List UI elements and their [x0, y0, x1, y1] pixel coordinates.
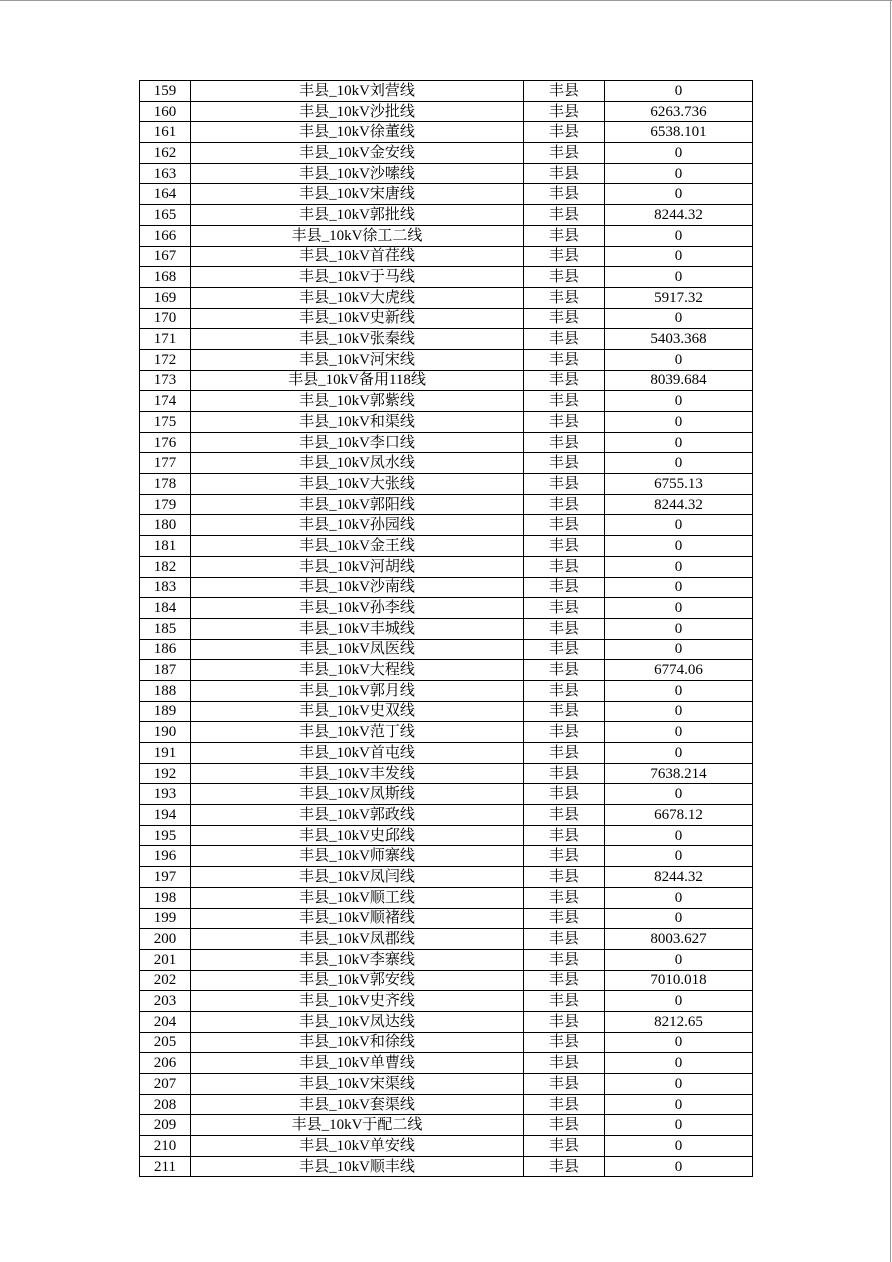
- value-cell: 8244.32: [605, 205, 753, 226]
- county-cell: 丰县: [524, 577, 605, 598]
- row-index-cell: 168: [140, 267, 191, 288]
- county-cell: 丰县: [524, 163, 605, 184]
- line-name-cell: 丰县_10kV史双线: [191, 701, 524, 722]
- value-cell: 0: [605, 246, 753, 267]
- row-index-cell: 197: [140, 867, 191, 888]
- row-index-cell: 194: [140, 805, 191, 826]
- table-row: [140, 515, 753, 536]
- line-name-cell: 丰县_10kV宋唐线: [191, 184, 524, 205]
- value-cell: 0: [605, 949, 753, 970]
- line-name-cell: 丰县_10kV于马线: [191, 267, 524, 288]
- line-name-cell: 丰县_10kV史邱线: [191, 825, 524, 846]
- line-name-cell: 丰县_10kV丰发线: [191, 763, 524, 784]
- value-cell: 8212.65: [605, 1011, 753, 1032]
- line-name-cell: 丰县_10kV孙李线: [191, 598, 524, 619]
- county-cell: 丰县: [524, 536, 605, 557]
- county-cell: 丰县: [524, 970, 605, 991]
- value-cell: 0: [605, 308, 753, 329]
- value-cell: 0: [605, 412, 753, 433]
- county-cell: 丰县: [524, 556, 605, 577]
- row-index-cell: 159: [140, 81, 191, 102]
- value-cell: 6538.101: [605, 122, 753, 143]
- row-index-cell: 167: [140, 246, 191, 267]
- value-cell: 0: [605, 184, 753, 205]
- line-name-cell: 丰县_10kV河宋线: [191, 349, 524, 370]
- value-cell: 0: [605, 432, 753, 453]
- row-index-cell: 193: [140, 784, 191, 805]
- county-cell: 丰县: [524, 680, 605, 701]
- table-row: [140, 908, 753, 929]
- county-cell: 丰县: [524, 1053, 605, 1074]
- line-name-cell: 丰县_10kV宋渠线: [191, 1074, 524, 1095]
- table-row: [140, 122, 753, 143]
- table-row: [140, 970, 753, 991]
- table-row: [140, 536, 753, 557]
- row-index-cell: 164: [140, 184, 191, 205]
- county-cell: 丰县: [524, 474, 605, 495]
- county-cell: 丰县: [524, 743, 605, 764]
- county-cell: 丰县: [524, 391, 605, 412]
- line-name-cell: 丰县_10kV凤达线: [191, 1011, 524, 1032]
- row-index-cell: 181: [140, 536, 191, 557]
- table-row: [140, 287, 753, 308]
- county-cell: 丰县: [524, 122, 605, 143]
- value-cell: 8039.684: [605, 370, 753, 391]
- row-index-cell: 189: [140, 701, 191, 722]
- value-cell: 0: [605, 598, 753, 619]
- county-cell: 丰县: [524, 81, 605, 102]
- table-row: [140, 743, 753, 764]
- table-row: [140, 680, 753, 701]
- line-name-cell: 丰县_10kV和渠线: [191, 412, 524, 433]
- value-cell: 0: [605, 1156, 753, 1177]
- line-name-cell: 丰县_10kV和徐线: [191, 1032, 524, 1053]
- line-name-cell: 丰县_10kV郭批线: [191, 205, 524, 226]
- county-cell: 丰县: [524, 267, 605, 288]
- line-name-cell: 丰县_10kV郭阳线: [191, 494, 524, 515]
- county-cell: 丰县: [524, 308, 605, 329]
- county-cell: 丰县: [524, 1032, 605, 1053]
- county-cell: 丰县: [524, 722, 605, 743]
- line-name-cell: 丰县_10kV徐工二线: [191, 225, 524, 246]
- table-row: [140, 1156, 753, 1177]
- table-row: [140, 929, 753, 950]
- line-name-cell: 丰县_10kV顺工线: [191, 887, 524, 908]
- table-row: [140, 349, 753, 370]
- row-index-cell: 205: [140, 1032, 191, 1053]
- value-cell: 0: [605, 391, 753, 412]
- row-index-cell: 198: [140, 887, 191, 908]
- line-name-cell: 丰县_10kV单曹线: [191, 1053, 524, 1074]
- line-name-cell: 丰县_10kV凤医线: [191, 639, 524, 660]
- line-name-cell: 丰县_10kV孙园线: [191, 515, 524, 536]
- row-index-cell: 203: [140, 991, 191, 1012]
- county-cell: 丰县: [524, 494, 605, 515]
- county-cell: 丰县: [524, 1094, 605, 1115]
- value-cell: 0: [605, 1053, 753, 1074]
- table-row: [140, 784, 753, 805]
- line-name-cell: 丰县_10kV大张线: [191, 474, 524, 495]
- county-cell: 丰县: [524, 805, 605, 826]
- table-row: [140, 991, 753, 1012]
- row-index-cell: 180: [140, 515, 191, 536]
- table-row: [140, 1136, 753, 1157]
- county-cell: 丰县: [524, 184, 605, 205]
- row-index-cell: 191: [140, 743, 191, 764]
- county-cell: 丰县: [524, 246, 605, 267]
- table-row: [140, 618, 753, 639]
- county-cell: 丰县: [524, 143, 605, 164]
- county-cell: 丰县: [524, 349, 605, 370]
- line-name-cell: 丰县_10kV套渠线: [191, 1094, 524, 1115]
- row-index-cell: 186: [140, 639, 191, 660]
- table-row: [140, 267, 753, 288]
- value-cell: 5403.368: [605, 329, 753, 350]
- table-row: [140, 494, 753, 515]
- line-name-cell: 丰县_10kV李口线: [191, 432, 524, 453]
- table-row: [140, 453, 753, 474]
- row-index-cell: 200: [140, 929, 191, 950]
- county-cell: 丰县: [524, 763, 605, 784]
- value-cell: 0: [605, 991, 753, 1012]
- value-cell: 7010.018: [605, 970, 753, 991]
- value-cell: 0: [605, 81, 753, 102]
- row-index-cell: 207: [140, 1074, 191, 1095]
- row-index-cell: 209: [140, 1115, 191, 1136]
- county-cell: 丰县: [524, 908, 605, 929]
- line-name-cell: 丰县_10kV徐董线: [191, 122, 524, 143]
- value-cell: 0: [605, 1136, 753, 1157]
- line-name-cell: 丰县_10kV凤闫线: [191, 867, 524, 888]
- line-name-cell: 丰县_10kV郭紫线: [191, 391, 524, 412]
- row-index-cell: 201: [140, 949, 191, 970]
- value-cell: 6774.06: [605, 660, 753, 681]
- row-index-cell: 199: [140, 908, 191, 929]
- page-right-border: [890, 0, 891, 1262]
- row-index-cell: 184: [140, 598, 191, 619]
- table-row: [140, 308, 753, 329]
- value-cell: 0: [605, 887, 753, 908]
- table-row: [140, 701, 753, 722]
- row-index-cell: 160: [140, 101, 191, 122]
- value-cell: 0: [605, 701, 753, 722]
- line-name-cell: 丰县_10kV大虎线: [191, 287, 524, 308]
- line-name-cell: 丰县_10kV史齐线: [191, 991, 524, 1012]
- county-cell: 丰县: [524, 370, 605, 391]
- value-cell: 0: [605, 163, 753, 184]
- table-row: [140, 329, 753, 350]
- table-row: [140, 867, 753, 888]
- row-index-cell: 185: [140, 618, 191, 639]
- value-cell: 0: [605, 722, 753, 743]
- value-cell: 0: [605, 143, 753, 164]
- value-cell: 7638.214: [605, 763, 753, 784]
- county-cell: 丰县: [524, 453, 605, 474]
- line-name-cell: 丰县_10kV凤斯线: [191, 784, 524, 805]
- line-name-cell: 丰县_10kV顺丰线: [191, 1156, 524, 1177]
- county-cell: 丰县: [524, 846, 605, 867]
- county-cell: 丰县: [524, 1136, 605, 1157]
- row-index-cell: 172: [140, 349, 191, 370]
- value-cell: 8003.627: [605, 929, 753, 950]
- value-cell: 6263.736: [605, 101, 753, 122]
- line-name-cell: 丰县_10kV刘营线: [191, 81, 524, 102]
- value-cell: 0: [605, 908, 753, 929]
- table-body: [140, 81, 753, 1177]
- county-cell: 丰县: [524, 287, 605, 308]
- table-row: [140, 246, 753, 267]
- line-name-cell: 丰县_10kV师寨线: [191, 846, 524, 867]
- value-cell: 6755.13: [605, 474, 753, 495]
- line-name-cell: 丰县_10kV沙南线: [191, 577, 524, 598]
- value-cell: 0: [605, 225, 753, 246]
- value-cell: 0: [605, 453, 753, 474]
- value-cell: 0: [605, 639, 753, 660]
- county-cell: 丰县: [524, 225, 605, 246]
- county-cell: 丰县: [524, 618, 605, 639]
- table-row: [140, 1074, 753, 1095]
- table-row: [140, 391, 753, 412]
- county-cell: 丰县: [524, 432, 605, 453]
- county-cell: 丰县: [524, 867, 605, 888]
- table-row: [140, 205, 753, 226]
- table-row: [140, 598, 753, 619]
- county-cell: 丰县: [524, 1115, 605, 1136]
- table-row: [140, 825, 753, 846]
- county-cell: 丰县: [524, 701, 605, 722]
- row-index-cell: 174: [140, 391, 191, 412]
- table-row: [140, 639, 753, 660]
- value-cell: 0: [605, 267, 753, 288]
- value-cell: 0: [605, 515, 753, 536]
- row-index-cell: 196: [140, 846, 191, 867]
- county-cell: 丰县: [524, 1074, 605, 1095]
- line-name-cell: 丰县_10kV凤水线: [191, 453, 524, 474]
- row-index-cell: 162: [140, 143, 191, 164]
- row-index-cell: 165: [140, 205, 191, 226]
- county-cell: 丰县: [524, 949, 605, 970]
- table-row: [140, 1032, 753, 1053]
- row-index-cell: 208: [140, 1094, 191, 1115]
- row-index-cell: 178: [140, 474, 191, 495]
- county-cell: 丰县: [524, 515, 605, 536]
- line-name-cell: 丰县_10kV郭政线: [191, 805, 524, 826]
- row-index-cell: 176: [140, 432, 191, 453]
- county-cell: 丰县: [524, 887, 605, 908]
- line-name-cell: 丰县_10kV沙批线: [191, 101, 524, 122]
- table-row: [140, 184, 753, 205]
- table-row: [140, 225, 753, 246]
- value-cell: 0: [605, 825, 753, 846]
- county-cell: 丰县: [524, 929, 605, 950]
- line-name-cell: 丰县_10kV首屯线: [191, 743, 524, 764]
- value-cell: 0: [605, 743, 753, 764]
- line-name-cell: 丰县_10kV郭月线: [191, 680, 524, 701]
- row-index-cell: 171: [140, 329, 191, 350]
- value-cell: 0: [605, 846, 753, 867]
- value-cell: 0: [605, 1094, 753, 1115]
- value-cell: 0: [605, 1115, 753, 1136]
- value-cell: 6678.12: [605, 805, 753, 826]
- value-cell: 0: [605, 680, 753, 701]
- page-top-border: [0, 0, 892, 1]
- value-cell: 0: [605, 618, 753, 639]
- table-row: [140, 949, 753, 970]
- table-row: [140, 1115, 753, 1136]
- table-row: [140, 101, 753, 122]
- row-index-cell: 177: [140, 453, 191, 474]
- table-row: [140, 805, 753, 826]
- table-row: [140, 1053, 753, 1074]
- value-cell: 0: [605, 1074, 753, 1095]
- table-row: [140, 722, 753, 743]
- line-name-cell: 丰县_10kV郭安线: [191, 970, 524, 991]
- table-row: [140, 432, 753, 453]
- row-index-cell: 179: [140, 494, 191, 515]
- value-cell: 0: [605, 784, 753, 805]
- row-index-cell: 204: [140, 1011, 191, 1032]
- line-name-cell: 丰县_10kV丰城线: [191, 618, 524, 639]
- line-name-cell: 丰县_10kV于配二线: [191, 1115, 524, 1136]
- row-index-cell: 188: [140, 680, 191, 701]
- line-name-cell: 丰县_10kV范丁线: [191, 722, 524, 743]
- value-cell: 0: [605, 577, 753, 598]
- line-name-cell: 丰县_10kV凤郡线: [191, 929, 524, 950]
- table-row: [140, 81, 753, 102]
- line-name-cell: 丰县_10kV李寨线: [191, 949, 524, 970]
- row-index-cell: 192: [140, 763, 191, 784]
- table-row: [140, 163, 753, 184]
- table-row: [140, 763, 753, 784]
- row-index-cell: 161: [140, 122, 191, 143]
- value-cell: 8244.32: [605, 494, 753, 515]
- value-cell: 8244.32: [605, 867, 753, 888]
- table-row: [140, 556, 753, 577]
- line-name-cell: 丰县_10kV大程线: [191, 660, 524, 681]
- value-cell: 0: [605, 536, 753, 557]
- row-index-cell: 175: [140, 412, 191, 433]
- line-name-cell: 丰县_10kV顺褚线: [191, 908, 524, 929]
- table-row: [140, 660, 753, 681]
- row-index-cell: 187: [140, 660, 191, 681]
- row-index-cell: 210: [140, 1136, 191, 1157]
- table-row: [140, 1011, 753, 1032]
- value-cell: 0: [605, 349, 753, 370]
- row-index-cell: 182: [140, 556, 191, 577]
- table-row: [140, 577, 753, 598]
- value-cell: 0: [605, 556, 753, 577]
- table-row: [140, 412, 753, 433]
- table-row: [140, 887, 753, 908]
- table-row: [140, 370, 753, 391]
- line-name-cell: 丰县_10kV沙嗦线: [191, 163, 524, 184]
- line-data-table: [139, 80, 753, 1177]
- table-row: [140, 846, 753, 867]
- row-index-cell: 202: [140, 970, 191, 991]
- county-cell: 丰县: [524, 205, 605, 226]
- county-cell: 丰县: [524, 598, 605, 619]
- line-name-cell: 丰县_10kV首荏线: [191, 246, 524, 267]
- line-name-cell: 丰县_10kV备用118线: [191, 370, 524, 391]
- row-index-cell: 190: [140, 722, 191, 743]
- row-index-cell: 169: [140, 287, 191, 308]
- county-cell: 丰县: [524, 991, 605, 1012]
- value-cell: 0: [605, 1032, 753, 1053]
- county-cell: 丰县: [524, 101, 605, 122]
- county-cell: 丰县: [524, 639, 605, 660]
- line-name-cell: 丰县_10kV张秦线: [191, 329, 524, 350]
- line-name-cell: 丰县_10kV金王线: [191, 536, 524, 557]
- county-cell: 丰县: [524, 784, 605, 805]
- county-cell: 丰县: [524, 660, 605, 681]
- row-index-cell: 163: [140, 163, 191, 184]
- row-index-cell: 170: [140, 308, 191, 329]
- table-row: [140, 143, 753, 164]
- table-row: [140, 474, 753, 495]
- row-index-cell: 206: [140, 1053, 191, 1074]
- table-row: [140, 1094, 753, 1115]
- row-index-cell: 166: [140, 225, 191, 246]
- row-index-cell: 183: [140, 577, 191, 598]
- county-cell: 丰县: [524, 1011, 605, 1032]
- row-index-cell: 211: [140, 1156, 191, 1177]
- line-name-cell: 丰县_10kV金安线: [191, 143, 524, 164]
- county-cell: 丰县: [524, 1156, 605, 1177]
- row-index-cell: 173: [140, 370, 191, 391]
- line-name-cell: 丰县_10kV单安线: [191, 1136, 524, 1157]
- row-index-cell: 195: [140, 825, 191, 846]
- county-cell: 丰县: [524, 329, 605, 350]
- line-name-cell: 丰县_10kV史新线: [191, 308, 524, 329]
- value-cell: 5917.32: [605, 287, 753, 308]
- line-name-cell: 丰县_10kV河胡线: [191, 556, 524, 577]
- county-cell: 丰县: [524, 825, 605, 846]
- county-cell: 丰县: [524, 412, 605, 433]
